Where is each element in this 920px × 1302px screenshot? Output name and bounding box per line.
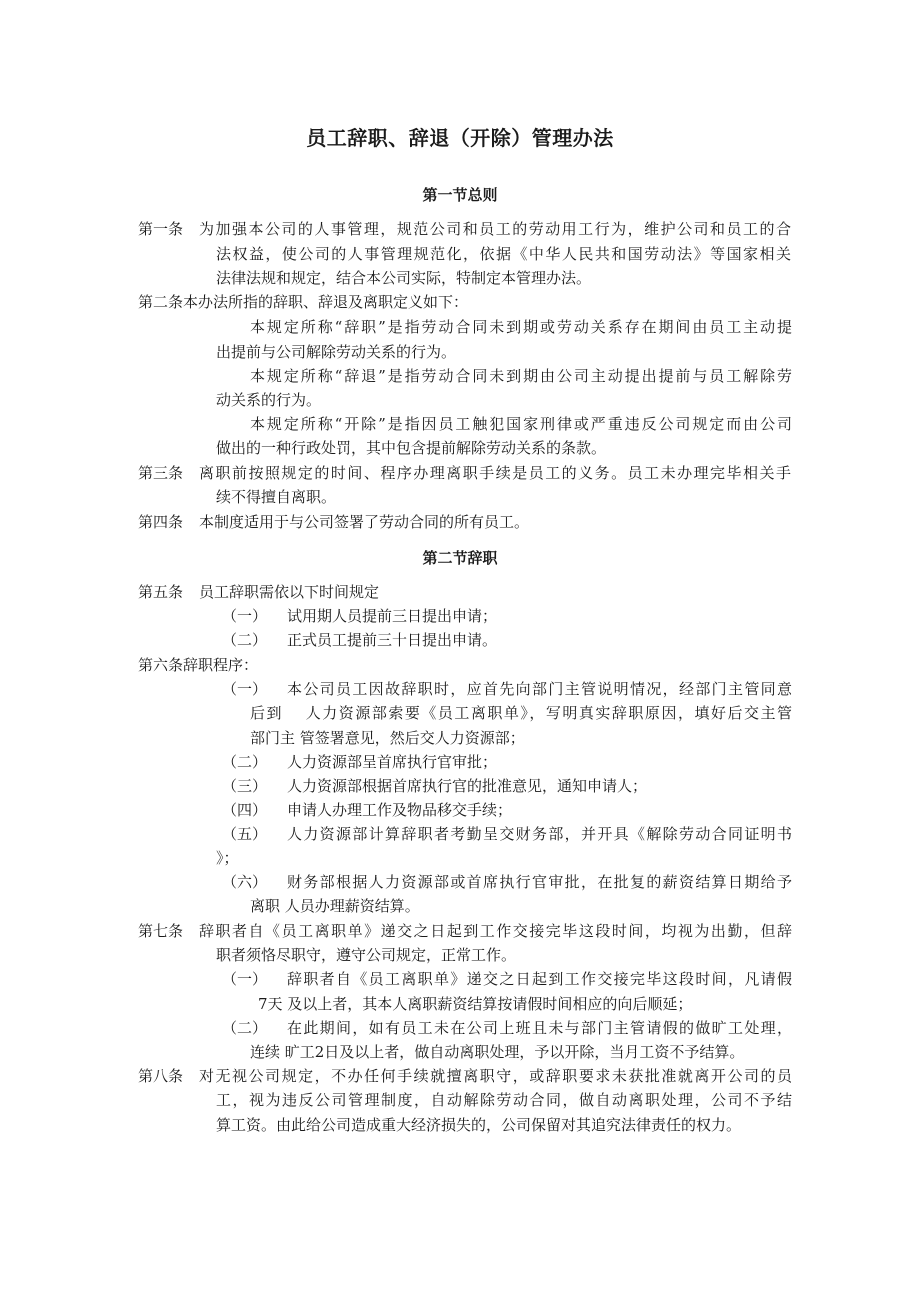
article-6-item-2: 人力资源部呈首席执行官审批；	[287, 753, 498, 771]
document-title: 员工辞职、辞退（开除）管理办法	[306, 126, 614, 150]
article-1-line-2: 法权益，使公司的人事管理规范化，依据《中华人民共和国劳动法》等国家相关	[216, 245, 791, 263]
article-7-line-1: 辞职者自《员工离职单》递交之日起到工作交接完毕这段时间，均视为出勤，但辞	[199, 922, 792, 940]
article-5-item-1-number: （一）	[222, 607, 268, 625]
article-8-heading: 第八条	[138, 1067, 184, 1085]
article-5-line-1: 员工辞职需依以下时间规定	[199, 583, 380, 601]
article-7-item-1-line-1: 辞职者自《员工离职单》递交之日起到工作交接完毕这段时间，凡请假	[287, 970, 792, 988]
article-6-item-1-line-1: 本公司员工因故辞职时，应首先向部门主管说明情况，经部门主管同意	[287, 680, 792, 698]
article-3-line-1: 离职前按照规定的时间、程序办理离职手续是员工的义务。员工未办理完毕相关手	[199, 464, 791, 482]
article-5-item-2: 正式员工提前三十日提出申请。	[287, 631, 498, 649]
article-6-item-1-line-3: 部门主 管签署意见，然后交人力资源部；	[250, 729, 525, 747]
article-6-item-5-line-2: 》；	[216, 849, 239, 867]
article-7-item-2-number: （二）	[222, 1019, 268, 1037]
article-3-line-2: 续不得擅自离职。	[216, 488, 337, 506]
article-5-item-1: 试用期人员提前三日提出申请；	[287, 607, 498, 625]
article-6-item-3: 人力资源部根据首席执行官的批准意见，通知申请人；	[287, 777, 648, 795]
article-6-item-5-line-1: 人力资源部计算辞职者考勤呈交财务部，并开具《解除劳动合同证明书	[287, 825, 792, 843]
article-8-line-3: 算工资。由此给公司造成重大经济损失的，公司保留对其追究法律责任的权力。	[216, 1116, 742, 1134]
article-6-item-6-line-1: 财务部根据人力资源部或首席执行官审批，在批复的薪资结算日期给予	[287, 873, 792, 891]
article-5-item-2-number: （二）	[222, 631, 268, 649]
definition-dismiss-line-1: 本规定所称“辞退”是指劳动合同未到期由公司主动提出提前与员工解除劳	[250, 367, 792, 385]
definition-expel-line-2: 做出的一种行政处罚，其中包含提前解除劳动关系的条款。	[216, 439, 607, 457]
article-7-heading: 第七条	[138, 922, 184, 940]
article-6-item-4-number: （四）	[222, 801, 268, 819]
article-3-heading: 第三条	[138, 464, 184, 482]
section-1-heading: 第一节总则	[422, 186, 498, 204]
article-6-item-5-number: （五）	[222, 825, 268, 843]
article-6-item-6-line-2: 离职 人员办理薪资结算。	[250, 897, 420, 915]
article-7-item-1-number: （一）	[222, 970, 268, 988]
article-6-item-1-number: （一）	[222, 680, 268, 698]
article-1-heading: 第一条	[138, 220, 184, 238]
section-2-heading: 第二节辞职	[422, 549, 498, 567]
article-8-line-2: 工，视为违反公司管理制度，自动解除劳动合同，做自动离职处理，公司不予结	[216, 1091, 792, 1109]
article-7-item-2-line-2: 连续 旷工2日及以上者，做自动离职处理，予以开除，当月工资不予结算。	[250, 1043, 745, 1061]
article-8-line-1: 对无视公司规定，不办任何手续就擅离职守，或辞职要求未获批准就离开公司的员	[199, 1067, 792, 1085]
article-6-heading: 第六条辞职程序：	[138, 656, 259, 674]
article-5-heading: 第五条	[138, 583, 184, 601]
article-4-heading: 第四条	[138, 513, 184, 531]
article-6-item-2-number: （二）	[222, 753, 268, 771]
article-6-item-4: 申请人办理工作及物品移交手续；	[287, 801, 513, 819]
definition-dismiss-line-2: 动关系的行为。	[216, 391, 322, 409]
definition-resign-line-1: 本规定所称“辞职”是指劳动合同未到期或劳动关系存在期间由员工主动提	[250, 318, 792, 336]
article-7-item-1-line-2: 7天 及以上者，其本人离职薪资结算按请假时间相应的向后顺延；	[258, 995, 693, 1013]
article-4-line-1: 本制度适用于与公司签署了劳动合同的所有员工。	[199, 513, 530, 531]
article-6-item-6-number: （六）	[222, 873, 268, 891]
definition-resign-line-2: 出提前与公司解除劳动关系的行为。	[216, 343, 457, 361]
article-1-line-3: 法律法规和规定，结合本公司实际，特制定本管理办法。	[216, 269, 592, 287]
article-1-line-1: 为加强本公司的人事管理，规范公司和员工的劳动用工行为，维护公司和员工的合	[199, 220, 791, 238]
article-7-line-2: 职者须恪尽职守，遵守公司规定，正常工作。	[216, 946, 517, 964]
article-6-item-3-number: （三）	[222, 777, 268, 795]
article-7-item-2-line-1: 在此期间，如有员工未在公司上班且未与部门主管请假的做旷工处理，	[287, 1019, 792, 1037]
definition-expel-line-1: 本规定所称“开除”是指因员工触犯国家刑律或严重违反公司规定而由公司	[250, 415, 792, 433]
article-2-heading: 第二条本办法所指的辞职、辞退及离职定义如下：	[138, 293, 469, 311]
article-6-item-1-line-2: 后到 人力资源部索要《员工离职单》，写明真实辞职原因，填好后交主管	[250, 704, 792, 722]
